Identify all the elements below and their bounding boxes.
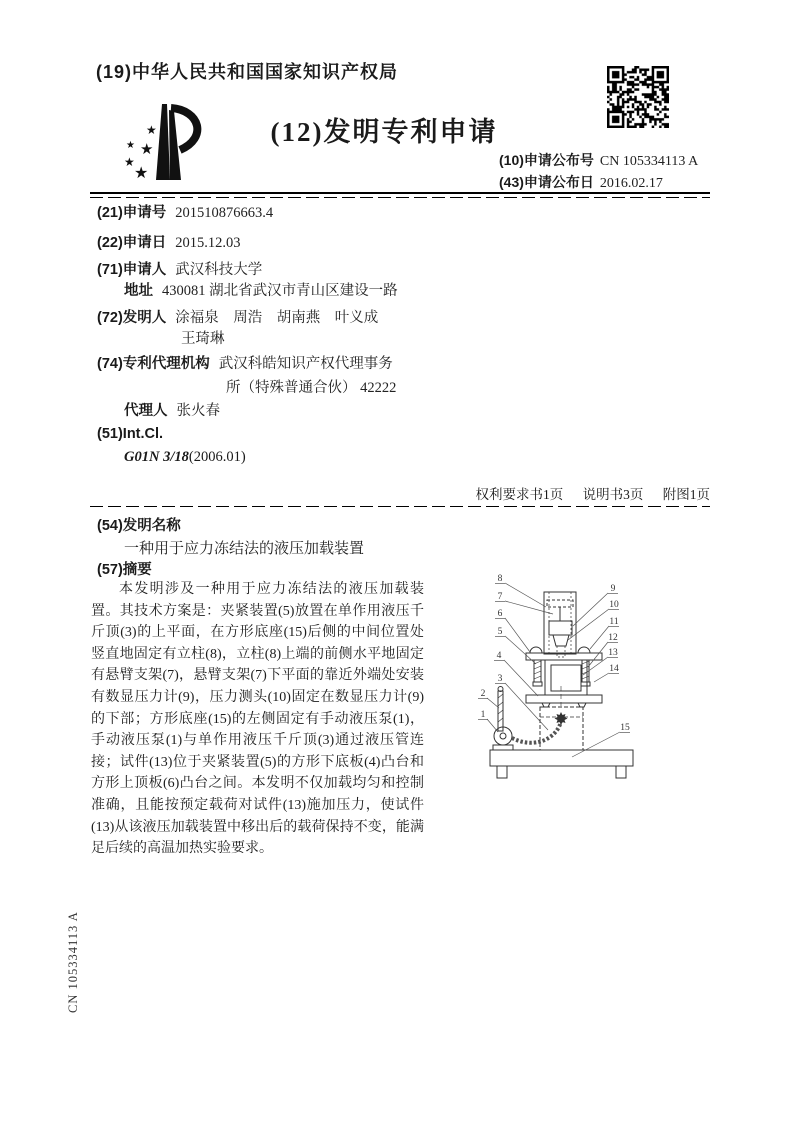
qr-code-icon (607, 66, 669, 128)
title-section-label: (54)发明名称 (97, 518, 181, 534)
figure-label-5: 5 (497, 627, 503, 637)
claims-pages: 权利要求书1页 (475, 487, 564, 502)
invention-title: 一种用于应力冻结法的液压加载装置 (124, 541, 365, 557)
pages-summary (400, 483, 710, 503)
drawings-pages: 附图1页 (662, 487, 710, 502)
abstract-section-label: (57)摘要 (97, 562, 152, 578)
figure-label-11: 11 (609, 617, 619, 627)
field-agency: (74)专利代理机构 武汉科皓知识产权代理事务 (97, 356, 393, 372)
figure-label-4: 4 (496, 651, 502, 661)
figure-label-7: 7 (497, 592, 503, 602)
field-int-cl: (51)Int.Cl. (97, 426, 164, 442)
field-address: 地址 430081 湖北省武汉市青山区建设一路 (124, 283, 398, 299)
field-agency-line2: 所（特殊普通合伙） 42222 (226, 380, 397, 396)
field-int-cl-value (124, 449, 246, 466)
pub-number-label: (10)申请公布号 (499, 152, 594, 168)
field-app-date: (22)申请日 2015.12.03 (97, 235, 241, 251)
pub-date-label: (43)申请公布日 (499, 174, 594, 190)
figure-label-15: 15 (620, 723, 630, 733)
svg-text:★: ★ (126, 140, 135, 151)
cnipa-logo-icon (118, 96, 214, 195)
ipc-version: (2006.01) (188, 449, 246, 465)
svg-text:★: ★ (134, 165, 149, 182)
svg-text:★: ★ (140, 142, 154, 158)
pub-number-value: CN 105334113 A (599, 154, 699, 169)
patent-figure (420, 560, 710, 815)
field-applicant: (71)申请人 武汉科技大学 (97, 262, 263, 278)
pub-date-row (499, 172, 663, 192)
figure-label-2: 2 (480, 689, 486, 699)
abstract-text: 本发明涉及一种用于应力冻结法的液压加载装置。其技术方案是：夹紧装置(5)放置在单作用液压千斤顶(3)的上平面，在方形底座(15)后侧的中间位置处竖直地固定有立柱(8)，立柱(8)上端的前侧水平地固定有悬臂支架(7)，悬臂支架(7)下平面的靠近外端处安装有数显压力计(9)，压力测头(10)固定在数显压力计(9)的下部；方形底座(15)的左侧固定有手动液压泵(1)，手动液压泵(1)与单作用液压千斤顶(3)通过液压管连接；试件(13)位于夹紧装置(5)的方形下底板(4)凸台和方形上顶板(6)凸台之间。本发明不仅加载均匀和控制准确，且能按预定载荷对试件(13)施加压力，使试件(13)从该液压加载装置中移出后的载荷保持不变，能满足后续的高温加热实验要求。 (91, 582, 424, 857)
field-agent: 代理人 张火春 (124, 403, 220, 419)
header-divider (90, 192, 710, 194)
pub-date-value: 2016.02.17 (599, 176, 663, 191)
ipc-class-code: G01N 3/18 (124, 449, 189, 465)
field-inventors: (72)发明人 涂福泉 周浩 胡南燕 叶义成 (97, 310, 379, 326)
header-divider-dashed (90, 197, 710, 198)
figure-label-8: 8 (497, 574, 503, 584)
svg-text:★: ★ (124, 155, 135, 169)
description-pages: 说明书3页 (582, 487, 644, 502)
figure-label-9: 9 (610, 584, 616, 594)
section-divider-dashed (90, 506, 710, 507)
figure-label-10: 10 (609, 600, 619, 610)
figure-label-3: 3 (497, 674, 503, 684)
figure-label-1: 1 (480, 710, 486, 720)
pub-number-row (499, 150, 698, 170)
side-publication-number: CN 105334113 A (66, 911, 80, 1013)
field-inventors-line2: 王琦琳 (181, 331, 225, 347)
figure-label-14: 14 (609, 664, 619, 674)
figure-label-6: 6 (497, 609, 503, 619)
figure-label-12: 12 (608, 633, 618, 643)
office-name: (19)中华人民共和国国家知识产权局 (96, 62, 399, 82)
svg-text:★: ★ (146, 123, 157, 137)
field-app-number: (21)申请号 201510876663.4 (97, 205, 274, 221)
figure-label-13: 13 (608, 648, 618, 658)
doc-type-title: (12)发明专利申请 (270, 117, 498, 147)
